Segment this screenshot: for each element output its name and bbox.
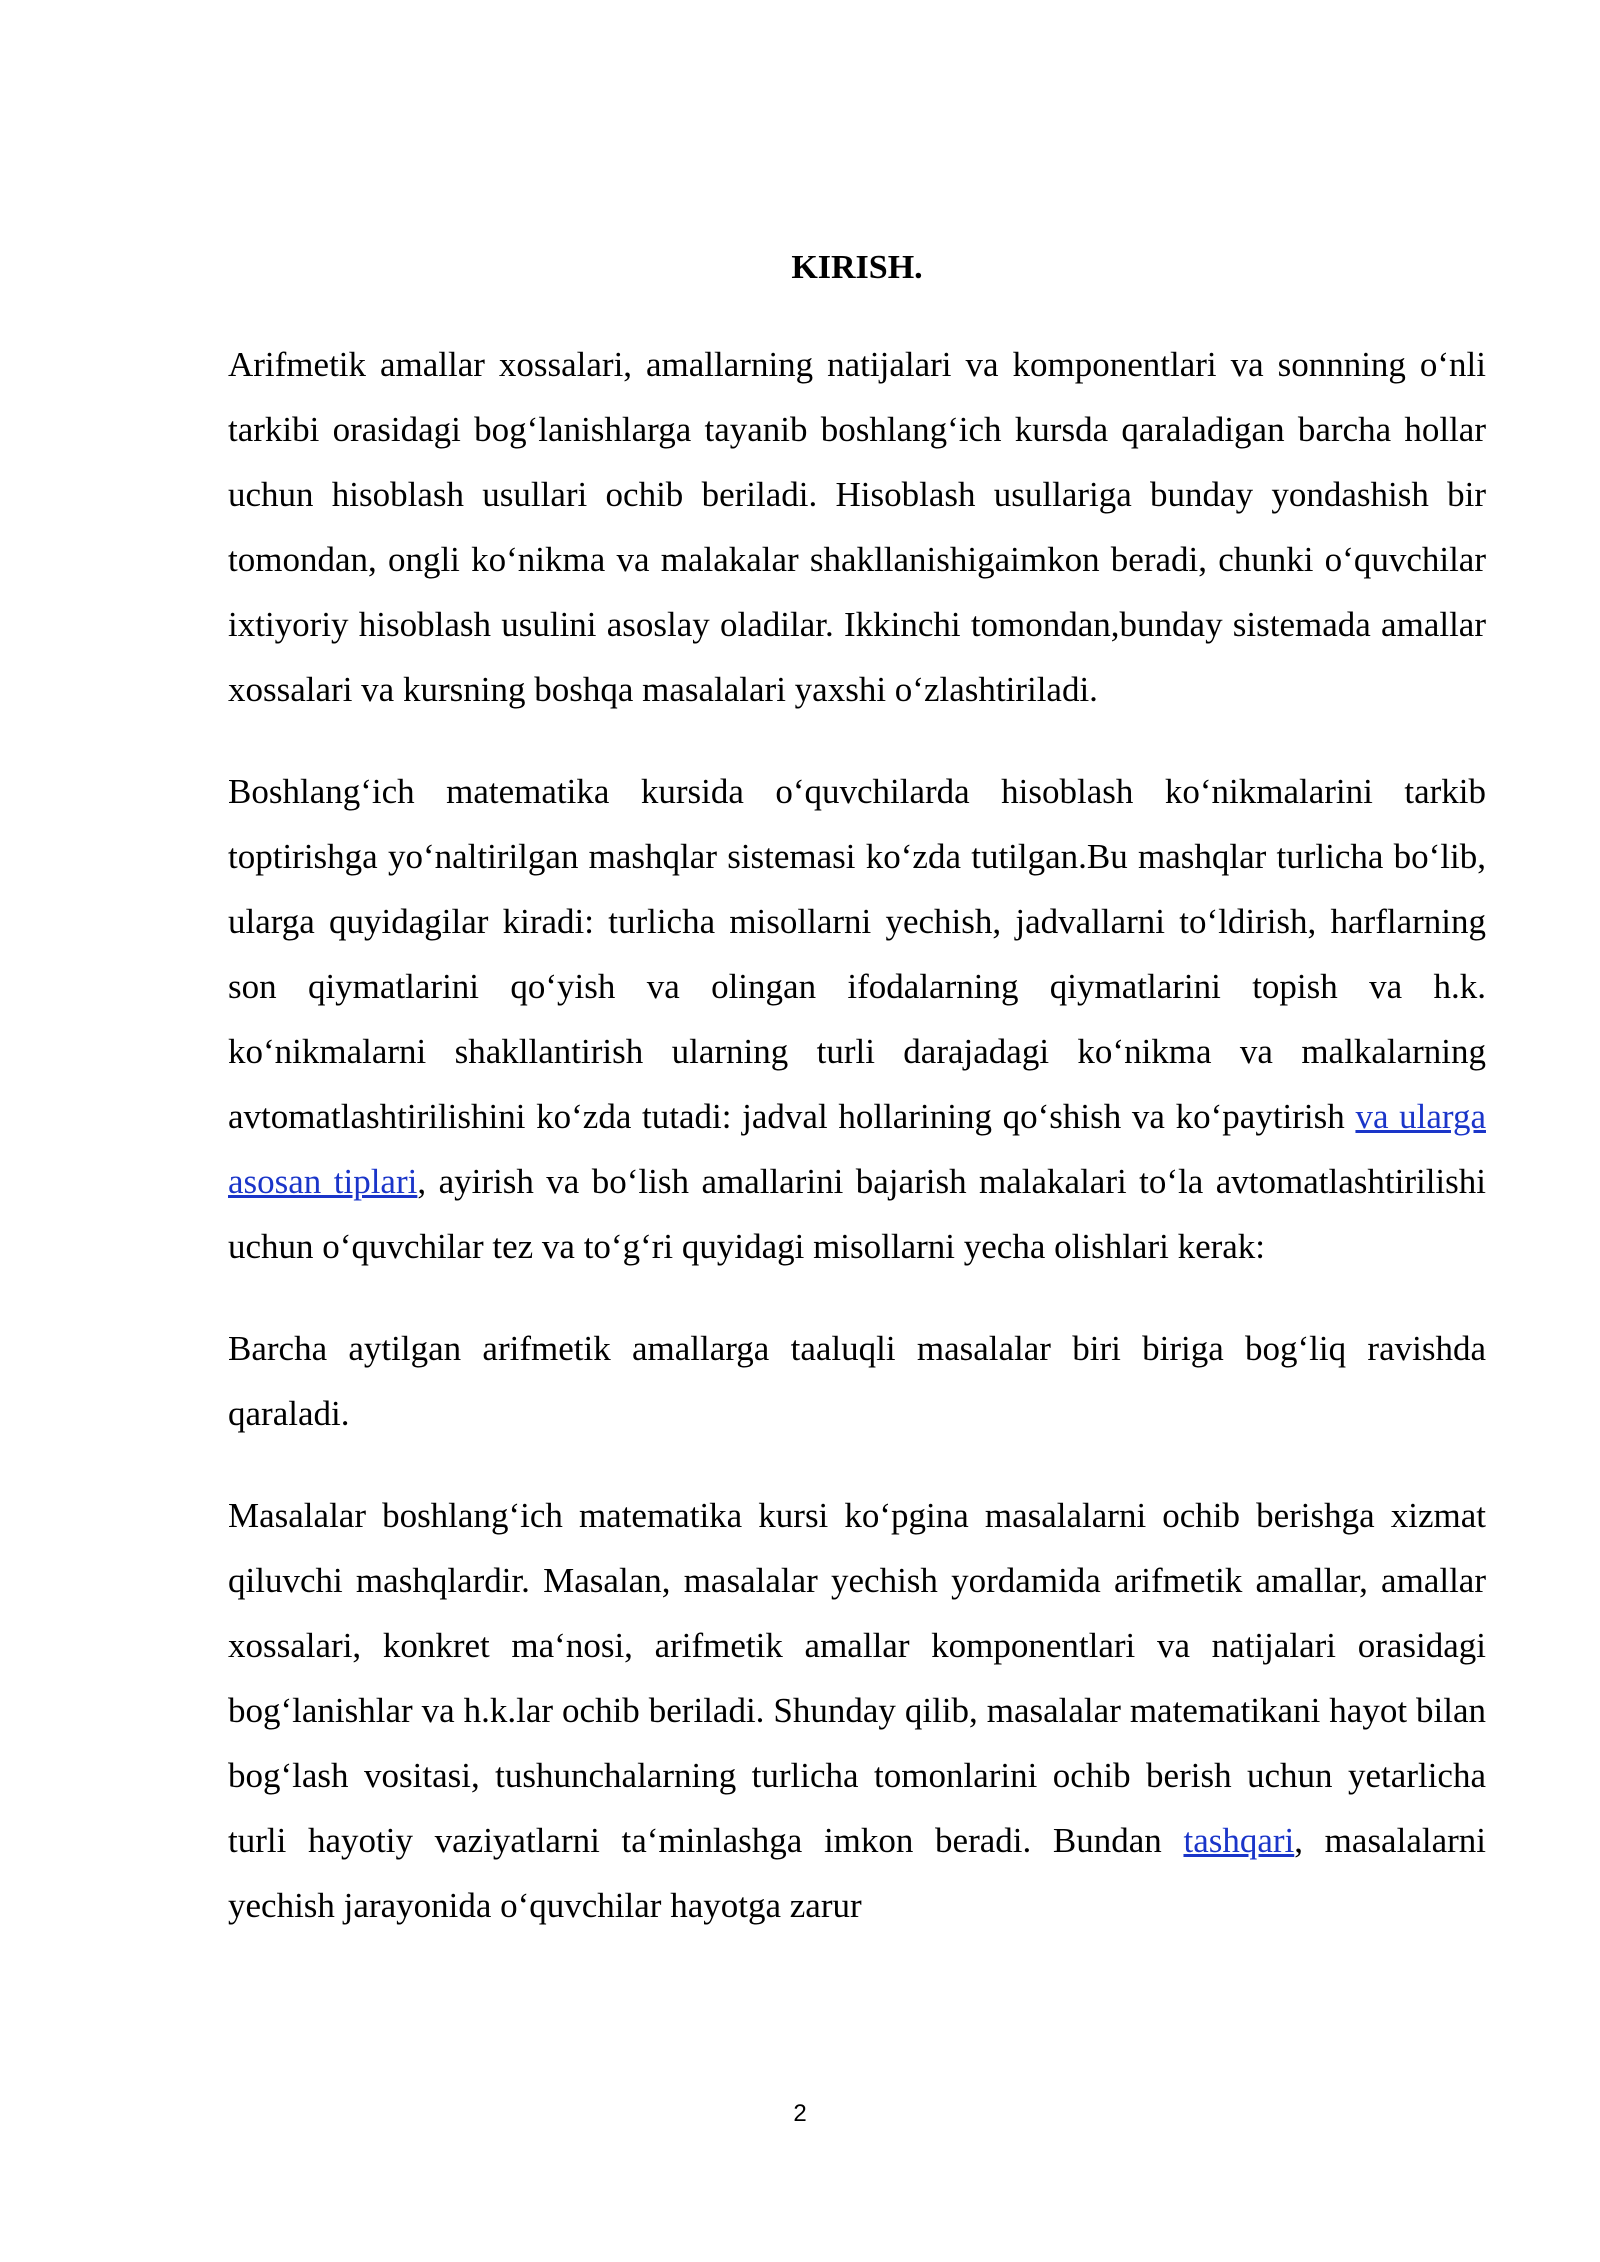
hyperlink-tiplari[interactable]: va ularga asosan tiplari xyxy=(228,1097,1486,1201)
paragraph-4-text-end: , masalalarni yechish jarayonida o‘quvchilar hayotga zarur xyxy=(228,1821,1486,1925)
paragraph-4-text-start: Masalalar boshlang‘ich matematika kursi ko‘pgina masalalarni ochib berishga xizmat qiluvchi mashqlardir. Masalan, masalalar yechish yordamida arifmetik amallar, amallar xossalari, konkret ma‘nosi, arifmetik amallar komponentlari va natijalari orasidagi bog‘lanishlar va h.k.lar ochib beriladi. Shunday qilib, masalalar matematikani hayot bilan bog‘lash vositasi, tushunchalarning turlicha tomonlarini ochib berish uchun yetarlicha turli hayotiy vaziyatlarni ta‘minlashga imkon beradi. Bundan xyxy=(228,1496,1486,1860)
paragraph-2-text-end: , ayirish va bo‘lish amallarini bajarish malakalari to‘la avtomatlashtirilishi uchun o‘quvchilar tez va to‘g‘ri quyidagi misollarni yecha olishlari kerak: xyxy=(228,1162,1486,1266)
hyperlink-tashqari[interactable]: tashqari xyxy=(1183,1821,1295,1860)
section-title: KIRISH. xyxy=(791,249,923,286)
page-content xyxy=(228,240,1486,1975)
paragraph-2 xyxy=(228,759,1486,1279)
paragraph-1: Arifmetik amallar xossalari, amallarning natijalari va komponentlari va sonnning o‘nli tarkibi orasidagi bog‘lanishlarga tayanib boshlang‘ich kursda qaraladigan barcha hollar uchun hisoblash usullari ochib beriladi. Hisoblash usullariga bunday yondashish bir tomondan, ongli ko‘nikma va malakalar shakllanishigaimkon beradi, chunki o‘quvchilar ixtiyoriy hisoblash usulini asoslay oladilar. Ikkinchi tomondan,bunday sistemada amallar xossalari va kursning boshqa masalalari yaxshi o‘zlashtiriladi. xyxy=(228,345,1486,709)
paragraph-2-text-start: Boshlang‘ich matematika kursida o‘quvchilarda hisoblash ko‘nikmalarini tarkib toptirishga yo‘naltirilgan mashqlar sistemasi ko‘zda tutilgan.Bu mashqlar turlicha bo‘lib, ularga quyidagilar kiradi: turlicha misollarni yechish, jadvallarni to‘ldirish, harflarning son qiymatlarini qo‘yish va olingan ifodalarning qiymatlarini topish va h.k. ko‘nikmalarni shakllantirish ularning turli darajadagi ko‘nikma va malkalarning avtomatlashtirilishini ko‘zda tutadi: jadval hollarining qo‘shish va ko‘paytirish xyxy=(228,772,1486,1136)
paragraph-3: Barcha aytilgan arifmetik amallarga taaluqli masalalar biri biriga bog‘liq ravishda qaraladi. xyxy=(228,1329,1486,1433)
page-number: 2 xyxy=(793,2100,807,2127)
paragraph-4 xyxy=(228,1483,1486,1938)
